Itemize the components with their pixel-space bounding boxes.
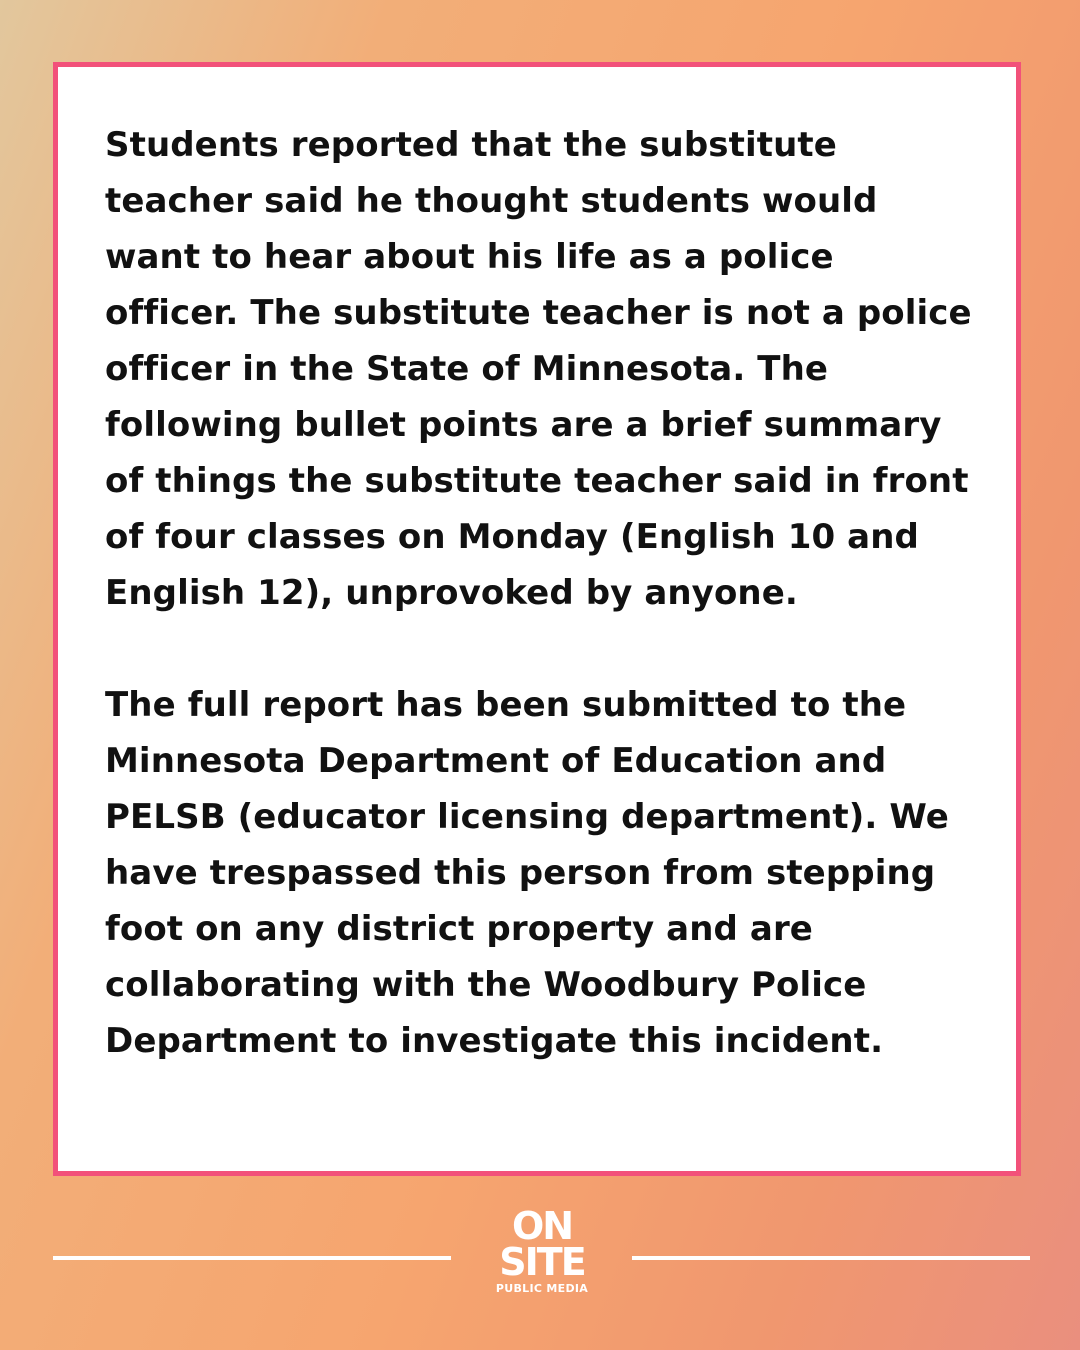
onsite-logo xyxy=(490,1204,594,1296)
logo-line-site: SITE xyxy=(499,1240,585,1284)
logo-line-on: ON xyxy=(511,1204,573,1248)
statement-card xyxy=(53,62,1021,1176)
statement-paragraph-2: The full report has been submitted to the Minnesota Department of Education and PELSB (educator licensing department). We have trespassed this person from stepping foot on any district property and are collaborating with the Woodbury Police Department to investigate this incident. xyxy=(105,685,949,1061)
footer-divider-right xyxy=(632,1256,1030,1260)
statement-paragraph-1: Students reported that the substitute teacher said he thought students would want to hear about his life as a police officer. The substitute teacher is not a police officer in the State of Minnesota. The following bullet points are a brief summary of things the substitute teacher said in front of four classes on Monday (English 10 and English 12), unprovoked by anyone. xyxy=(105,125,972,613)
logo-tagline: PUBLIC MEDIA xyxy=(495,1282,589,1295)
footer-divider-left xyxy=(53,1256,451,1260)
